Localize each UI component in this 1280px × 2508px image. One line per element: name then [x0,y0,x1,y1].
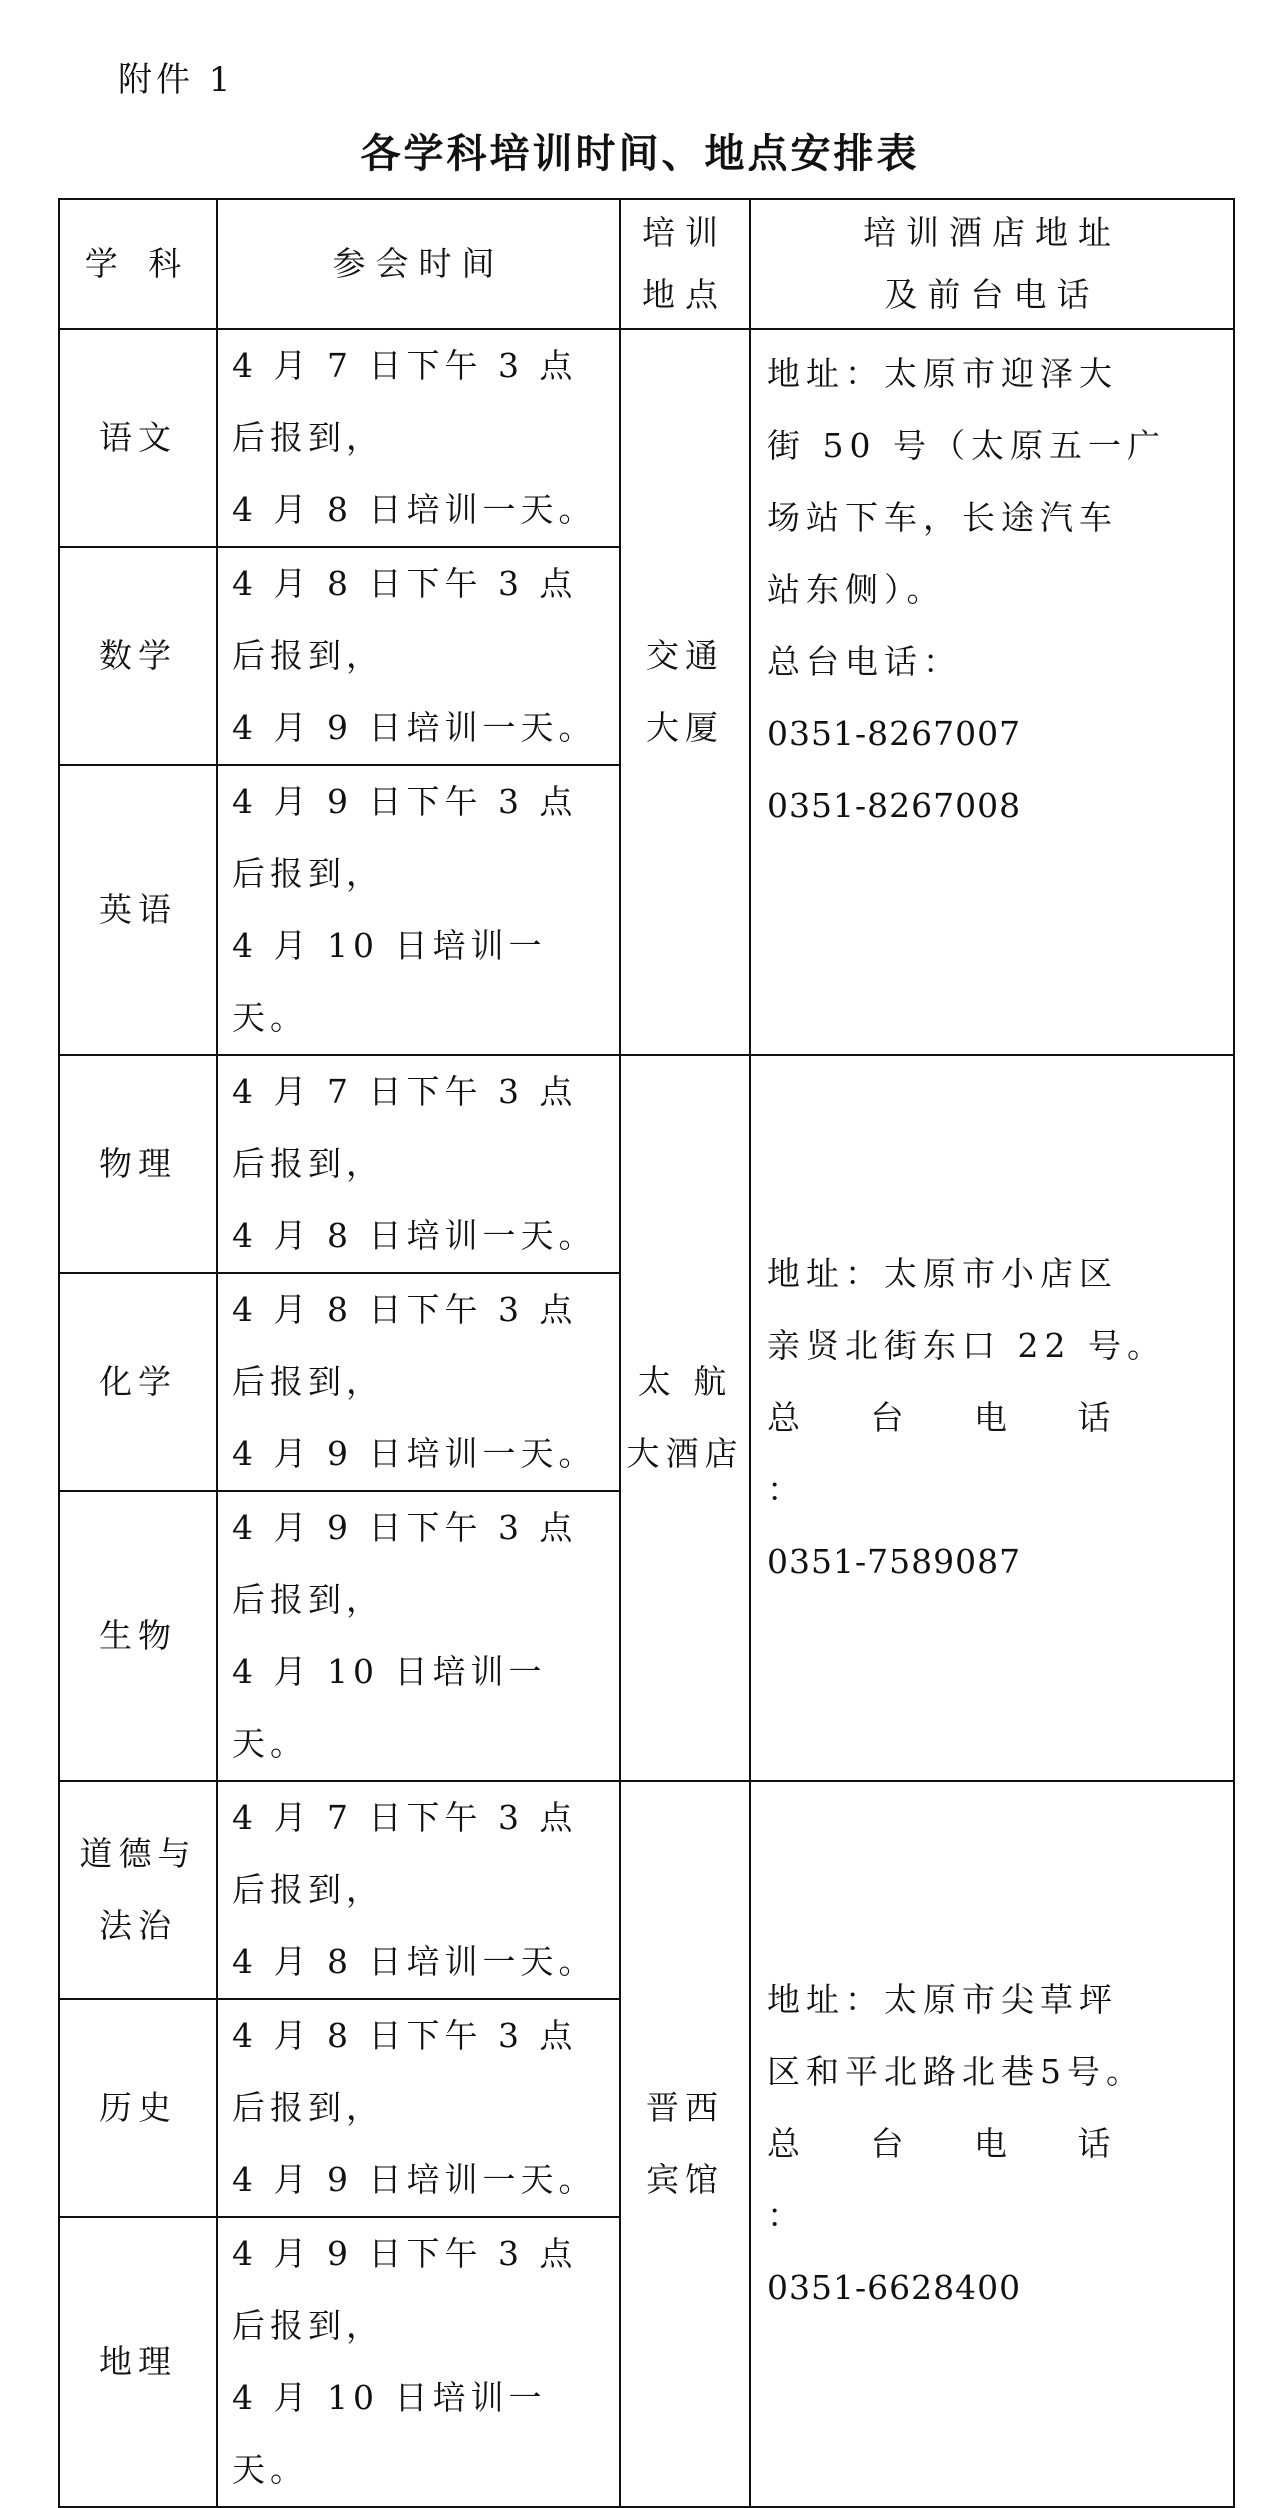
time-cell [217,765,620,1055]
venue-cell [620,1781,750,2507]
address-line: 地址：太原市迎泽大 [767,354,1118,393]
header-address-line: 及前台电话 [884,275,1100,314]
venue-cell [620,329,750,1055]
time-cell [217,329,620,547]
phone-number: 0351-6628400 [767,2268,1022,2307]
phone-label: 总 台 电 话 ： [767,2124,1141,2235]
venue-line: 宾馆 [646,2160,724,2199]
header-time: 参会时间 [217,199,620,329]
time-cell [217,1491,620,1781]
time-line: 4 月 9 日培训一天。 [232,708,597,747]
subject-line: 物理 [99,1144,177,1183]
subject-line: 历史 [99,2088,177,2127]
address-line: 地址：太原市小店区 [767,1254,1118,1293]
time-line: 4 月 9 日培训一天。 [232,1434,597,1473]
time-line: 4 月 8 日培训一天。 [232,1942,597,1981]
time-line: 4 月 8 日下午 3 点后报到， [232,564,578,675]
header-address [750,199,1234,329]
time-line: 4 月 8 日下午 3 点后报到， [232,2016,578,2127]
subject-line: 法治 [99,1906,177,1945]
subject-cell [59,1055,217,1273]
address-cell [750,1781,1234,2507]
time-cell [217,547,620,765]
time-line: 4 月 9 日下午 3 点后报到， [232,1508,578,1619]
header-address-line: 培训酒店地址 [863,213,1121,252]
time-line: 4 月 7 日下午 3 点后报到， [232,346,578,457]
subject-cell [59,1273,217,1491]
time-line: 4 月 7 日下午 3 点后报到， [232,1798,578,1909]
address-cell [750,329,1234,1055]
page-title: 各学科培训时间、地点安排表 [360,130,920,177]
subject-cell [59,765,217,1055]
subject-cell [59,1781,217,1999]
time-cell [217,1273,620,1491]
time-line: 4 月 9 日下午 3 点后报到， [232,2234,578,2345]
time-cell [217,1999,620,2217]
subject-line: 数学 [99,636,177,675]
address-line: 区和平北路北巷5号。 [767,2052,1145,2091]
phone-number: 0351-8267008 [767,786,1022,825]
time-line: 4 月 10 日培训一天。 [232,926,547,1037]
time-line: 4 月 8 日下午 3 点后报到， [232,1290,578,1401]
header-venue-line: 培训 [642,213,728,252]
time-line: 4 月 10 日培训一天。 [232,1652,547,1763]
time-line: 4 月 8 日培训一天。 [232,490,597,529]
subject-cell [59,1491,217,1781]
phone-number: 0351-8267007 [767,714,1022,753]
time-line: 4 月 9 日下午 3 点后报到， [232,782,578,893]
venue-line: 晋西 [646,2088,724,2127]
subject-cell [59,329,217,547]
phone-number: 0351-7589087 [767,1542,1022,1581]
venue-line: 大厦 [646,708,724,747]
subject-line: 生物 [99,1616,177,1655]
subject-line: 地理 [99,2342,177,2381]
subject-line: 道德与 [79,1834,197,1873]
subject-cell [59,2217,217,2507]
subject-line: 化学 [99,1362,177,1401]
phone-label: 总 台 电 话 ： [767,1398,1141,1509]
venue-cell [620,1055,750,1781]
table-header-row [59,199,1234,329]
schedule-table [58,198,1235,2508]
address-line: 亲贤北街东口 22 号。 [767,1326,1166,1365]
address-line: 站东侧）。 [767,570,946,609]
venue-line: 大酒店 [626,1434,744,1473]
attachment-label: 附件 1 [118,60,235,100]
venue-line: 交通 [646,636,724,675]
address-line: 地址：太原市尖草坪 [767,1980,1118,2019]
address-line: 场站下车，长途汽车 [767,498,1118,537]
time-cell [217,1055,620,1273]
subject-line: 英语 [99,890,177,929]
time-line: 4 月 7 日下午 3 点后报到， [232,1072,578,1183]
phone-label: 总台电话： [767,642,962,681]
time-line: 4 月 8 日培训一天。 [232,1216,597,1255]
time-line: 4 月 10 日培训一天。 [232,2378,547,2489]
time-cell [217,2217,620,2507]
header-subject: 学 科 [59,199,217,329]
table-row [59,329,1234,547]
table-row [59,1055,1234,1273]
header-venue-line: 地点 [642,275,728,314]
header-venue [620,199,750,329]
address-line: 街 50 号（太原五一广 [767,426,1166,465]
time-cell [217,1781,620,1999]
time-line: 4 月 9 日培训一天。 [232,2160,597,2199]
venue-line: 太 航 [637,1362,733,1401]
table-row [59,1781,1234,1999]
address-cell [750,1055,1234,1781]
subject-cell [59,1999,217,2217]
subject-line: 语文 [99,418,177,457]
subject-cell [59,547,217,765]
